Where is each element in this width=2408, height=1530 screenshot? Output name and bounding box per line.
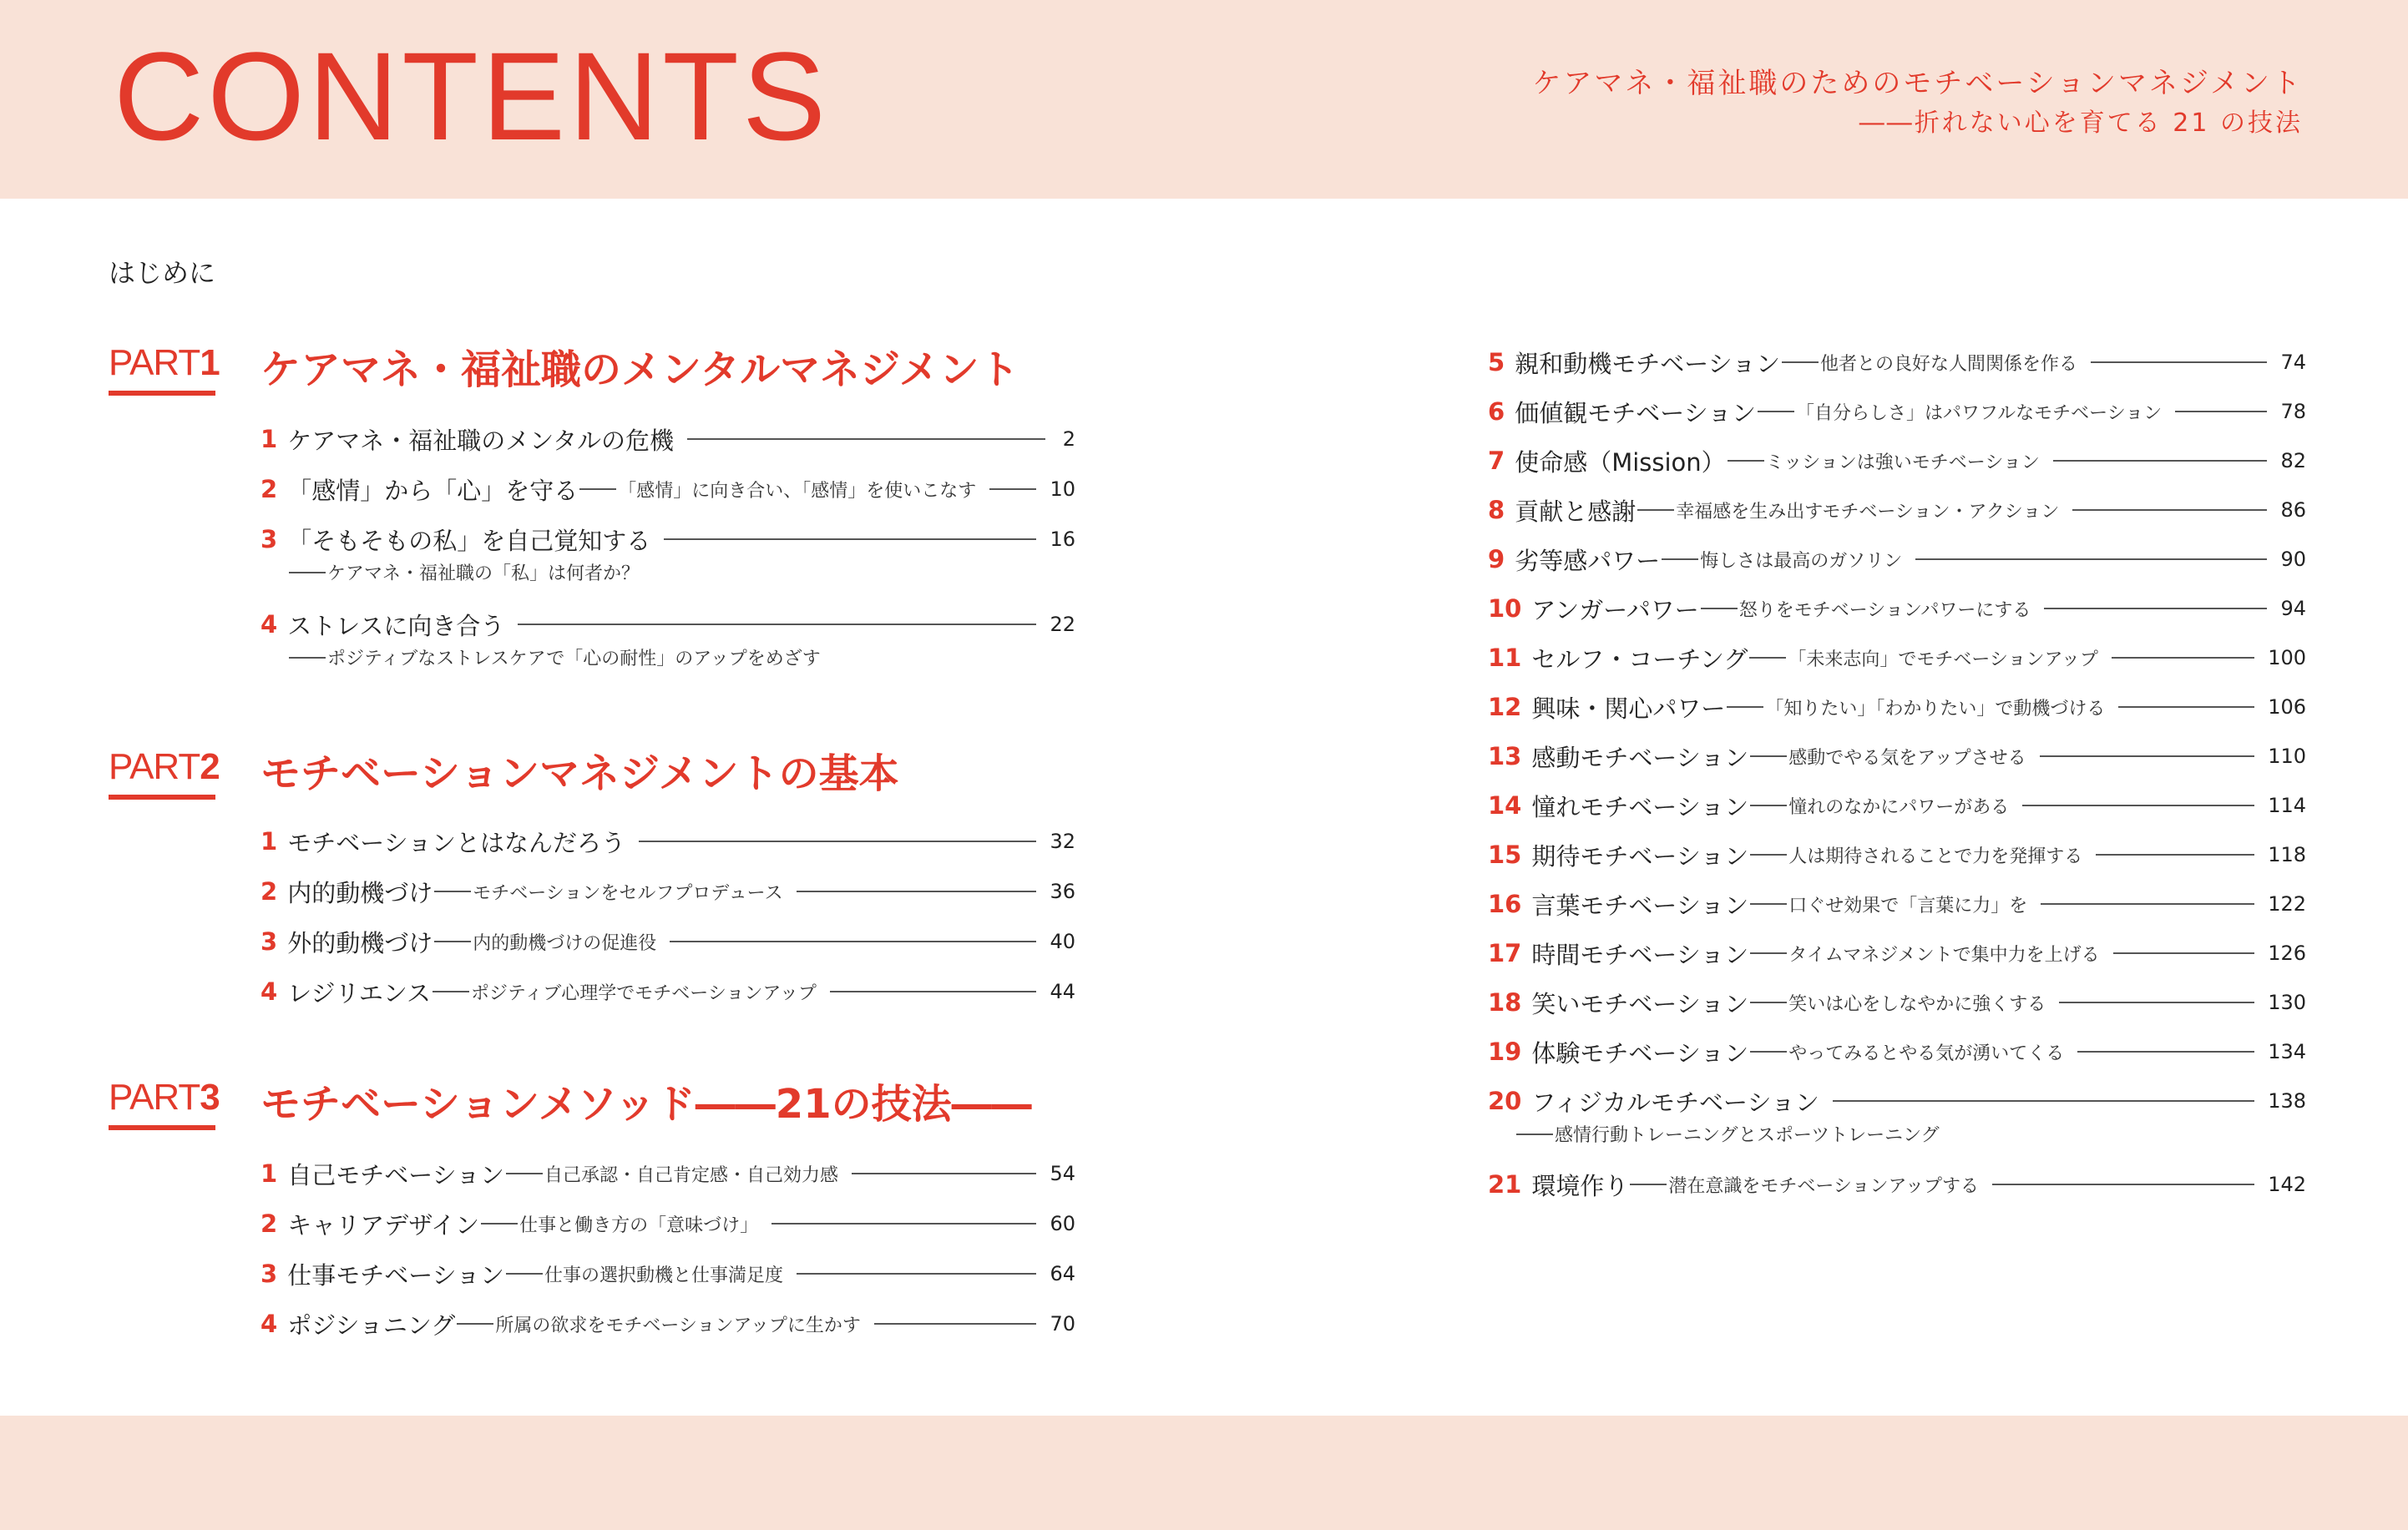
leader-line bbox=[852, 1173, 1036, 1174]
toc-entry-row bbox=[261, 1257, 1075, 1290]
toc-entry-subtitle: 潜在意識をモチベーションアップする bbox=[1668, 1175, 1979, 1197]
toc-entry-page: 22 bbox=[1050, 613, 1075, 636]
toc-entry-subtitle: 悔しさは最高のガソリン bbox=[1700, 550, 1903, 572]
toc-entry-title: ストレスに向き合う bbox=[287, 611, 505, 640]
toc-entry-row bbox=[1488, 493, 2306, 527]
toc-entry-title: 興味・関心パワー bbox=[1531, 694, 1726, 723]
leader-line bbox=[2053, 460, 2268, 462]
toc-entry-subtitle: ポジティブなストレスケアで「心の耐性」のアップをめざす bbox=[327, 649, 821, 669]
toc-entry-page: 10 bbox=[1050, 477, 1075, 501]
em-dash bbox=[579, 488, 616, 490]
toc-entry-title: 価値観モチベーション bbox=[1515, 398, 1757, 427]
toc-entry-page: 70 bbox=[1050, 1312, 1075, 1336]
em-dash bbox=[289, 657, 326, 659]
toc-entry-number: 4 bbox=[261, 1310, 278, 1338]
toc-entry-subtitle: 感情行動トレーニングとスポーツトレーニング bbox=[1555, 1125, 1940, 1146]
toc-entry-subtitle: モチベーションをセルフプロデュース bbox=[473, 882, 783, 904]
toc-entry-page: 40 bbox=[1050, 930, 1075, 953]
toc-entry[interactable] bbox=[261, 925, 1075, 958]
leader-line bbox=[518, 624, 1036, 625]
em-dash bbox=[481, 1223, 518, 1225]
toc-entry-title: 感動モチベーション bbox=[1531, 743, 1749, 772]
toc-entry-number: 1 bbox=[261, 827, 278, 856]
leader-line bbox=[2175, 411, 2267, 412]
leader-line bbox=[2096, 854, 2254, 856]
toc-entry-title: 外的動機づけ bbox=[287, 928, 433, 957]
toc-entry-title: 仕事モチベーション bbox=[287, 1260, 505, 1290]
toc-entry-row bbox=[261, 1157, 1075, 1190]
leader-line bbox=[2022, 805, 2254, 806]
toc-entry-number: 5 bbox=[1488, 348, 1505, 376]
toc-entry-page: 78 bbox=[2280, 400, 2306, 423]
toc-entry-row bbox=[1488, 937, 2306, 970]
toc-entry-row bbox=[261, 825, 1075, 858]
em-dash bbox=[289, 572, 326, 573]
toc-entry-number: 4 bbox=[261, 977, 278, 1006]
toc-entry-number: 18 bbox=[1488, 988, 1522, 1017]
toc-entry-number: 15 bbox=[1488, 841, 1522, 869]
toc-entry[interactable] bbox=[1488, 592, 2306, 625]
toc-entry-number: 16 bbox=[1488, 890, 1522, 918]
em-dash bbox=[457, 1323, 493, 1325]
toc-entry[interactable] bbox=[261, 875, 1075, 908]
leader-line bbox=[1992, 1184, 2254, 1185]
toc-entry-subtitle: 「自分らしさ」はパワフルなモチベーション bbox=[1796, 402, 2163, 424]
toc-entry-subtitle: 笑いは心をしなやかに強くする bbox=[1788, 993, 2046, 1015]
em-dash bbox=[1662, 558, 1698, 560]
toc-entry-row bbox=[1488, 887, 2306, 921]
toc-entry-title: 貢献と感謝 bbox=[1515, 497, 1637, 526]
toc-entry-row bbox=[261, 523, 1075, 556]
toc-entry-subtitle: 感動でやる気をアップさせる bbox=[1788, 747, 2026, 769]
toc-entry[interactable] bbox=[1488, 543, 2306, 576]
leader-line bbox=[771, 1223, 1036, 1225]
toc-entry-subtitle: ミッションは強いモチベーション bbox=[1765, 452, 2040, 473]
toc-entry-title: ケアマネ・福祉職のメンタルの危機 bbox=[287, 426, 675, 455]
toc-entry-number: 2 bbox=[261, 475, 278, 503]
leader-line bbox=[2059, 1002, 2254, 1003]
leader-line bbox=[2072, 509, 2267, 511]
toc-entry-subtitle: 憧れのなかにパワーがある bbox=[1788, 796, 2010, 818]
toc-entry-row bbox=[261, 925, 1075, 958]
em-dash bbox=[1750, 1051, 1787, 1053]
toc-entry[interactable] bbox=[1488, 838, 2306, 871]
leader-line bbox=[670, 941, 1036, 942]
toc-entry-number: 17 bbox=[1488, 939, 1522, 967]
toc-entry-page: 86 bbox=[2280, 498, 2306, 522]
toc-entry-page: 118 bbox=[2268, 843, 2306, 866]
footer-band bbox=[0, 1416, 2408, 1530]
toc-entry-number: 4 bbox=[261, 610, 278, 639]
toc-entry-page: 100 bbox=[2268, 646, 2306, 669]
toc-entry-page: 32 bbox=[1050, 830, 1075, 853]
em-dash bbox=[1516, 1134, 1553, 1135]
toc-entry-number: 12 bbox=[1488, 693, 1522, 721]
toc-entry-number: 21 bbox=[1488, 1170, 1522, 1199]
toc-entry-page: 122 bbox=[2268, 892, 2306, 916]
em-dash bbox=[1750, 952, 1787, 954]
toc-entry-row bbox=[261, 608, 1075, 641]
toc-entry-title: フィジカルモチベーション bbox=[1531, 1088, 1819, 1117]
toc-entry[interactable] bbox=[1488, 937, 2306, 970]
toc-entry-number: 10 bbox=[1488, 594, 1522, 623]
toc-entry-number: 6 bbox=[1488, 397, 1505, 426]
toc-entry-title: 言葉モチベーション bbox=[1531, 891, 1749, 920]
toc-entry-number: 3 bbox=[261, 927, 278, 956]
part-label bbox=[109, 342, 220, 384]
toc-entry-title: 期待モチベーション bbox=[1531, 841, 1749, 871]
toc-entry-subtitle: ポジティブ心理学でモチベーションアップ bbox=[471, 982, 817, 1004]
toc-entry[interactable] bbox=[261, 825, 1075, 858]
em-dash bbox=[1728, 460, 1764, 462]
toc-entry[interactable] bbox=[1488, 346, 2306, 379]
toc-entry-subtitle: 「知りたい」「わかりたい」で動機づける bbox=[1765, 698, 2106, 720]
toc-entry[interactable] bbox=[261, 422, 1075, 456]
toc-entry-number: 7 bbox=[1488, 447, 1505, 475]
toc-entry-number: 20 bbox=[1488, 1087, 1522, 1115]
toc-entry-row bbox=[261, 1307, 1075, 1341]
toc-entry-subtitle: やってみるとやる気が湧いてくる bbox=[1788, 1043, 2065, 1064]
em-dash bbox=[506, 1273, 543, 1275]
part-label-prefix: PART bbox=[109, 746, 200, 787]
toc-entry-number: 13 bbox=[1488, 742, 1522, 770]
toc-entry-subtitle: 怒りをモチベーションパワーにする bbox=[1738, 599, 2031, 621]
toc-entry-number: 19 bbox=[1488, 1038, 1522, 1066]
toc-entry-row bbox=[261, 422, 1075, 456]
toc-entry[interactable] bbox=[1488, 493, 2306, 527]
leader-line bbox=[664, 538, 1036, 540]
toc-entry-page: 60 bbox=[1050, 1212, 1075, 1235]
toc-entry-title: 自己モチベーション bbox=[287, 1160, 505, 1189]
leader-line bbox=[797, 1273, 1036, 1275]
toc-entry-number: 3 bbox=[261, 1260, 278, 1288]
toc-entry-subline bbox=[287, 559, 640, 585]
toc-entry[interactable] bbox=[261, 975, 1075, 1008]
toc-entry-number: 1 bbox=[261, 1159, 278, 1188]
toc-entry-title: 笑いモチベーション bbox=[1531, 989, 1749, 1018]
toc-entry[interactable] bbox=[1488, 1168, 2306, 1201]
em-dash bbox=[1750, 1002, 1787, 1003]
toc-entry-row bbox=[1488, 1168, 2306, 1201]
leader-line bbox=[2112, 657, 2254, 659]
toc-entry-page: 130 bbox=[2268, 991, 2306, 1014]
em-dash bbox=[1701, 608, 1738, 609]
toc-entry-page: 110 bbox=[2268, 745, 2306, 768]
leader-line bbox=[2040, 755, 2255, 757]
part-title: ケアマネ・福祉職のメンタルマネジメント bbox=[261, 346, 1019, 393]
toc-entry-subline bbox=[1515, 1121, 1940, 1147]
toc-entry[interactable] bbox=[261, 472, 1075, 506]
toc-entry[interactable] bbox=[261, 1207, 1075, 1240]
toc-entry-title: 使命感（Mission） bbox=[1515, 447, 1726, 477]
toc-entry-title: 時間モチベーション bbox=[1531, 940, 1749, 969]
toc-entry-page: 134 bbox=[2268, 1040, 2306, 1063]
toc-entry-row bbox=[1488, 1035, 2306, 1068]
toc-entry-subtitle: 「感情」に向き合い、「感情」を使いこなす bbox=[618, 480, 977, 502]
toc-entry-subtitle: タイムマネジメントで集中力を上げる bbox=[1788, 944, 2100, 966]
toc-entry-page: 114 bbox=[2268, 794, 2306, 817]
toc-entry-number: 2 bbox=[261, 877, 278, 906]
toc-entry-number: 8 bbox=[1488, 496, 1505, 524]
toc-entry[interactable] bbox=[1488, 740, 2306, 773]
toc-entry-number: 14 bbox=[1488, 791, 1522, 820]
toc-entry-subtitle: 仕事の選択動機と仕事満足度 bbox=[544, 1265, 784, 1286]
toc-entry-subtitle: 口ぐせ効果で「言葉に力」を bbox=[1788, 895, 2028, 916]
toc-entry[interactable] bbox=[1488, 789, 2306, 822]
toc-entry-title: アンガーパワー bbox=[1531, 595, 1699, 624]
toc-entry-subtitle: 「未来志向」でモチベーションアップ bbox=[1788, 649, 2098, 670]
book-title: ケアマネ・福祉職のためのモチベーションマネジメント bbox=[1532, 67, 2303, 100]
leader-line bbox=[687, 438, 1045, 440]
toc-entry[interactable] bbox=[1488, 444, 2306, 477]
toc-entry-row bbox=[1488, 789, 2306, 822]
part-label-prefix: PART bbox=[109, 342, 200, 383]
toc-entry-page: 138 bbox=[2268, 1089, 2306, 1113]
leader-line bbox=[874, 1323, 1037, 1325]
toc-entry-row bbox=[261, 472, 1075, 506]
leader-line bbox=[797, 891, 1037, 892]
toc-entry-row bbox=[1488, 543, 2306, 576]
toc-entry[interactable] bbox=[1488, 395, 2306, 428]
toc-entry-page: 90 bbox=[2280, 548, 2306, 571]
part-label bbox=[109, 746, 220, 788]
part-label-prefix: PART bbox=[109, 1077, 200, 1118]
toc-entry[interactable] bbox=[1488, 641, 2306, 674]
toc-entry-title: 環境作り bbox=[1531, 1171, 1629, 1200]
toc-entry-page: 142 bbox=[2268, 1173, 2306, 1196]
toc-entry-page: 2 bbox=[1062, 427, 1075, 451]
leader-line bbox=[2077, 1051, 2254, 1053]
toc-entry[interactable] bbox=[1488, 986, 2306, 1019]
toc-intro[interactable]: はじめに bbox=[109, 257, 216, 289]
toc-entry[interactable] bbox=[261, 608, 1075, 669]
book-subtitle: ――折れない心を育てる 21 の技法 bbox=[1859, 109, 2303, 138]
toc-entry-page: 74 bbox=[2280, 351, 2306, 374]
toc-entry-subline bbox=[287, 644, 821, 670]
em-dash bbox=[1750, 854, 1787, 856]
toc-entry-page: 82 bbox=[2280, 449, 2306, 472]
toc-entry-row bbox=[261, 1207, 1075, 1240]
toc-entry-row bbox=[261, 975, 1075, 1008]
toc-entry[interactable] bbox=[261, 1307, 1075, 1341]
toc-entry-row bbox=[1488, 1084, 2306, 1118]
toc-entry-subtitle: 仕事と働き方の「意味づけ」 bbox=[519, 1214, 759, 1236]
part-underline bbox=[109, 391, 215, 396]
toc-entry-row bbox=[1488, 395, 2306, 428]
toc-entry-title: 「そもそもの私」を自己覚知する bbox=[287, 526, 651, 555]
em-dash bbox=[1749, 657, 1786, 659]
toc-entry-title: 内的動機づけ bbox=[287, 878, 433, 907]
leader-line bbox=[1915, 558, 2267, 560]
page-title: CONTENTS bbox=[114, 26, 829, 166]
toc-entry-subtitle: 人は期待されることで力を発揮する bbox=[1788, 846, 2083, 867]
toc-entry-title: 体験モチベーション bbox=[1531, 1038, 1749, 1068]
toc-entry-page: 94 bbox=[2280, 597, 2306, 620]
em-dash bbox=[1758, 411, 1794, 412]
em-dash bbox=[1750, 805, 1787, 806]
em-dash bbox=[1750, 755, 1787, 757]
em-dash bbox=[506, 1173, 543, 1174]
em-dash bbox=[1727, 706, 1763, 708]
toc-entry[interactable] bbox=[261, 523, 1075, 584]
leader-line bbox=[830, 991, 1037, 992]
toc-entry-number: 11 bbox=[1488, 644, 1522, 672]
toc-entry-subtitle: 所属の欲求をモチベーションアップに生かす bbox=[495, 1315, 861, 1336]
toc-entry-subtitle: 幸福感を生み出すモチベーション・アクション bbox=[1676, 501, 2060, 523]
toc-entry-row bbox=[1488, 838, 2306, 871]
toc-entry-title: 「感情」から「心」を守る bbox=[287, 476, 579, 505]
part-underline bbox=[109, 1125, 215, 1130]
part-title: モチベーションマネジメントの基本 bbox=[261, 750, 899, 797]
em-dash bbox=[433, 991, 469, 992]
toc-entry-title: 憧れモチベーション bbox=[1531, 792, 1749, 821]
toc-entry-page: 64 bbox=[1050, 1262, 1075, 1285]
leader-line bbox=[2113, 952, 2255, 954]
toc-entry-subtitle: ケアマネ・福祉職の「私」は何者か？ bbox=[327, 563, 640, 584]
toc-entry[interactable] bbox=[1488, 1084, 2306, 1146]
leader-line bbox=[2091, 361, 2267, 363]
toc-entry-page: 54 bbox=[1050, 1162, 1075, 1185]
em-dash bbox=[1750, 903, 1787, 905]
toc-entry-page: 36 bbox=[1050, 880, 1075, 903]
toc-entry-row bbox=[261, 875, 1075, 908]
leader-line bbox=[2044, 608, 2267, 609]
leader-line bbox=[989, 488, 1036, 490]
part-label-number: 1 bbox=[200, 342, 220, 383]
leader-line bbox=[2118, 706, 2254, 708]
part-label bbox=[109, 1077, 220, 1118]
toc-entry-title: ポジショニング bbox=[287, 1310, 456, 1340]
toc-entry[interactable] bbox=[261, 1257, 1075, 1290]
em-dash bbox=[434, 891, 471, 892]
em-dash bbox=[1637, 509, 1674, 511]
em-dash bbox=[1630, 1184, 1667, 1185]
toc-entry-subtitle: 自己承認・自己肯定感・自己効力感 bbox=[544, 1164, 839, 1186]
toc-entry-title: モチベーションとはなんだろう bbox=[287, 828, 626, 857]
toc-entry-page: 16 bbox=[1050, 528, 1075, 551]
toc-entry-row bbox=[1488, 592, 2306, 625]
toc-entry-number: 3 bbox=[261, 525, 278, 553]
toc-entry-row bbox=[1488, 986, 2306, 1019]
toc-entry-row bbox=[1488, 641, 2306, 674]
part-underline bbox=[109, 795, 215, 800]
toc-entry-number: 9 bbox=[1488, 545, 1505, 573]
toc-entry-subtitle: 他者との良好な人間関係を作る bbox=[1820, 353, 2078, 375]
toc-entry-title: 親和動機モチベーション bbox=[1515, 349, 1781, 378]
toc-entry[interactable] bbox=[1488, 1035, 2306, 1068]
part-title: モチベーションメソッド――21の技法―― bbox=[261, 1081, 1032, 1128]
toc-entry-row bbox=[1488, 444, 2306, 477]
leader-line bbox=[1833, 1100, 2254, 1102]
toc-entry-page: 44 bbox=[1050, 980, 1075, 1003]
toc-entry-page: 126 bbox=[2268, 942, 2306, 965]
toc-entry-subtitle: 内的動機づけの促進役 bbox=[473, 932, 657, 954]
toc-entry-row bbox=[1488, 690, 2306, 724]
toc-entry-row bbox=[1488, 740, 2306, 773]
toc-entry-title: キャリアデザイン bbox=[287, 1210, 480, 1240]
em-dash bbox=[1782, 361, 1819, 363]
toc-entry-page: 106 bbox=[2268, 695, 2306, 719]
leader-line bbox=[2041, 903, 2254, 905]
toc-entry-title: レジリエンス bbox=[287, 978, 432, 1007]
leader-line bbox=[639, 841, 1036, 842]
toc-entry-number: 1 bbox=[261, 425, 278, 453]
toc-entry-title: セルフ・コーチング bbox=[1531, 644, 1748, 674]
toc-entry[interactable] bbox=[261, 1157, 1075, 1190]
toc-entry-row bbox=[1488, 346, 2306, 379]
toc-entry-title: 劣等感パワー bbox=[1515, 546, 1661, 575]
toc-entry-number: 2 bbox=[261, 1209, 278, 1238]
part-label-number: 2 bbox=[200, 746, 220, 787]
toc-entry[interactable] bbox=[1488, 887, 2306, 921]
toc-entry[interactable] bbox=[1488, 690, 2306, 724]
part-label-number: 3 bbox=[200, 1077, 220, 1118]
em-dash bbox=[434, 941, 471, 942]
